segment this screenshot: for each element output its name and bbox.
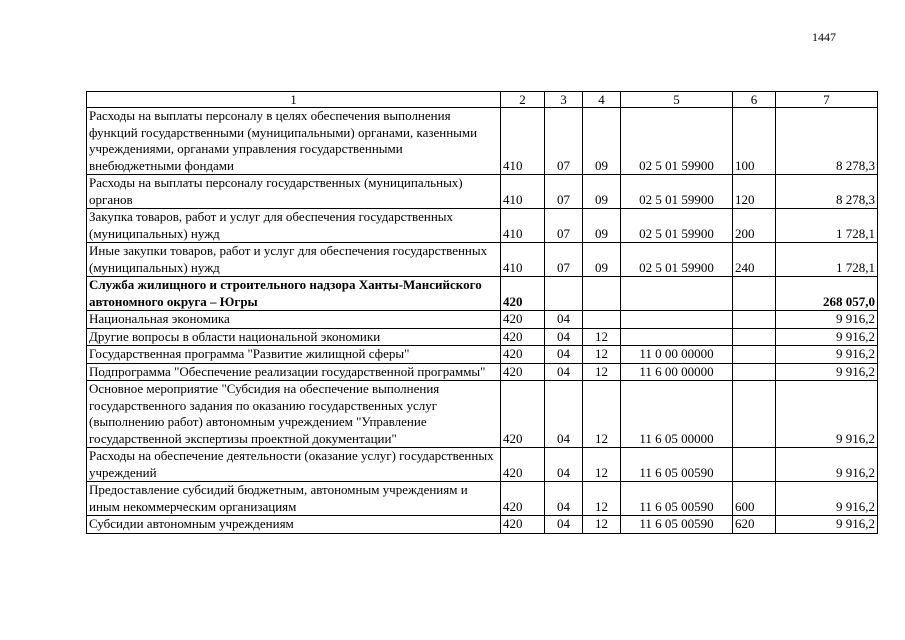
row-csr: 02 5 01 59900 xyxy=(621,209,733,243)
row-name: Основное мероприятие "Субсидия на обеспечение выполнения государственного задания по оказанию государственных услуг (выполнению работ) автономным учреждением "Управление государственной экспертизы проектной документации" xyxy=(87,381,501,448)
row-rz: 04 xyxy=(545,363,583,381)
row-sum: 9 916,2 xyxy=(776,328,878,346)
table-row xyxy=(87,363,878,381)
column-header: 4 xyxy=(583,92,621,108)
row-sum: 9 916,2 xyxy=(776,448,878,482)
row-rz: 04 xyxy=(545,328,583,346)
row-sum: 268 057,0 xyxy=(776,277,878,311)
row-rz: 04 xyxy=(545,311,583,329)
column-header: 6 xyxy=(733,92,776,108)
row-rz: 04 xyxy=(545,482,583,516)
column-header: 5 xyxy=(621,92,733,108)
row-name: Национальная экономика xyxy=(87,311,501,329)
row-rz: 04 xyxy=(545,346,583,364)
row-csr: 11 6 05 00000 xyxy=(621,381,733,448)
row-csr: 11 6 05 00590 xyxy=(621,516,733,534)
row-pr: 09 xyxy=(583,243,621,277)
table-row xyxy=(87,108,878,175)
row-sum: 1 728,1 xyxy=(776,209,878,243)
row-vr xyxy=(733,346,776,364)
row-vr: 200 xyxy=(733,209,776,243)
row-vr: 100 xyxy=(733,108,776,175)
table-row xyxy=(87,328,878,346)
row-vr xyxy=(733,277,776,311)
table-row xyxy=(87,381,878,448)
row-sum: 9 916,2 xyxy=(776,311,878,329)
table-body xyxy=(87,108,878,534)
row-vr: 120 xyxy=(733,175,776,209)
row-pr: 12 xyxy=(583,346,621,364)
row-sum: 1 728,1 xyxy=(776,243,878,277)
row-name: Расходы на выплаты персоналу в целях обеспечения выполнения функций государственными (муниципальными) органами, казенными учреждениями, органами управления государственными внебюджетными фондами xyxy=(87,108,501,175)
column-header: 7 xyxy=(776,92,878,108)
row-csr: 02 5 01 59900 xyxy=(621,243,733,277)
table-row xyxy=(87,311,878,329)
row-csr xyxy=(621,311,733,329)
row-ved: 420 xyxy=(501,346,545,364)
row-ved: 420 xyxy=(501,448,545,482)
row-pr: 12 xyxy=(583,363,621,381)
row-name: Закупка товаров, работ и услуг для обеспечения государственных (муниципальных) нужд xyxy=(87,209,501,243)
row-csr: 11 0 00 00000 xyxy=(621,346,733,364)
row-vr xyxy=(733,381,776,448)
row-csr: 02 5 01 59900 xyxy=(621,108,733,175)
column-header: 2 xyxy=(501,92,545,108)
table-row xyxy=(87,277,878,311)
row-csr: 11 6 05 00590 xyxy=(621,448,733,482)
row-name: Предоставление субсидий бюджетным, автономным учреждениям и иным некоммерческим организациям xyxy=(87,482,501,516)
row-ved: 420 xyxy=(501,277,545,311)
row-ved: 410 xyxy=(501,175,545,209)
row-csr xyxy=(621,328,733,346)
row-vr xyxy=(733,448,776,482)
column-header: 3 xyxy=(545,92,583,108)
table-row xyxy=(87,516,878,534)
row-csr xyxy=(621,277,733,311)
row-rz: 07 xyxy=(545,243,583,277)
row-ved: 420 xyxy=(501,328,545,346)
row-name: Другие вопросы в области национальной экономики xyxy=(87,328,501,346)
table-row xyxy=(87,243,878,277)
row-ved: 410 xyxy=(501,209,545,243)
row-name: Иные закупки товаров, работ и услуг для обеспечения государственных (муниципальных) нужд xyxy=(87,243,501,277)
table-row xyxy=(87,482,878,516)
row-ved: 420 xyxy=(501,363,545,381)
row-pr: 09 xyxy=(583,175,621,209)
page-number: 1447 xyxy=(812,30,836,44)
row-pr: 12 xyxy=(583,328,621,346)
row-rz: 04 xyxy=(545,381,583,448)
row-csr: 11 6 05 00590 xyxy=(621,482,733,516)
row-name: Расходы на выплаты персоналу государственных (муниципальных) органов xyxy=(87,175,501,209)
row-sum: 9 916,2 xyxy=(776,482,878,516)
row-name: Служба жилищного и строительного надзора Ханты-Мансийского автономного округа – Югры xyxy=(87,277,501,311)
row-csr: 11 6 00 00000 xyxy=(621,363,733,381)
row-pr xyxy=(583,311,621,329)
row-name: Государственная программа "Развитие жилищной сферы" xyxy=(87,346,501,364)
column-header: 1 xyxy=(87,92,501,108)
row-vr xyxy=(733,311,776,329)
row-vr xyxy=(733,328,776,346)
row-pr xyxy=(583,277,621,311)
row-rz: 04 xyxy=(545,448,583,482)
row-sum: 9 916,2 xyxy=(776,363,878,381)
row-pr: 12 xyxy=(583,448,621,482)
row-pr: 09 xyxy=(583,108,621,175)
row-sum: 9 916,2 xyxy=(776,516,878,534)
row-vr: 240 xyxy=(733,243,776,277)
row-rz: 07 xyxy=(545,108,583,175)
table-row xyxy=(87,175,878,209)
row-rz: 07 xyxy=(545,209,583,243)
row-ved: 410 xyxy=(501,108,545,175)
row-vr: 600 xyxy=(733,482,776,516)
table-row xyxy=(87,346,878,364)
table-row xyxy=(87,209,878,243)
budget-table xyxy=(86,91,878,534)
table-header-row xyxy=(87,92,878,108)
row-ved: 410 xyxy=(501,243,545,277)
row-pr: 12 xyxy=(583,516,621,534)
row-rz: 07 xyxy=(545,175,583,209)
row-csr: 02 5 01 59900 xyxy=(621,175,733,209)
row-pr: 12 xyxy=(583,381,621,448)
row-pr: 12 xyxy=(583,482,621,516)
row-vr xyxy=(733,363,776,381)
row-name: Субсидии автономным учреждениям xyxy=(87,516,501,534)
row-sum: 9 916,2 xyxy=(776,346,878,364)
row-pr: 09 xyxy=(583,209,621,243)
row-vr: 620 xyxy=(733,516,776,534)
row-rz xyxy=(545,277,583,311)
row-ved: 420 xyxy=(501,482,545,516)
row-rz: 04 xyxy=(545,516,583,534)
row-sum: 8 278,3 xyxy=(776,108,878,175)
row-name: Подпрограмма "Обеспечение реализации государственной программы" xyxy=(87,363,501,381)
row-sum: 8 278,3 xyxy=(776,175,878,209)
row-name: Расходы на обеспечение деятельности (оказание услуг) государственных учреждений xyxy=(87,448,501,482)
row-ved: 420 xyxy=(501,516,545,534)
row-ved: 420 xyxy=(501,381,545,448)
row-sum: 9 916,2 xyxy=(776,381,878,448)
row-ved: 420 xyxy=(501,311,545,329)
table-row xyxy=(87,448,878,482)
